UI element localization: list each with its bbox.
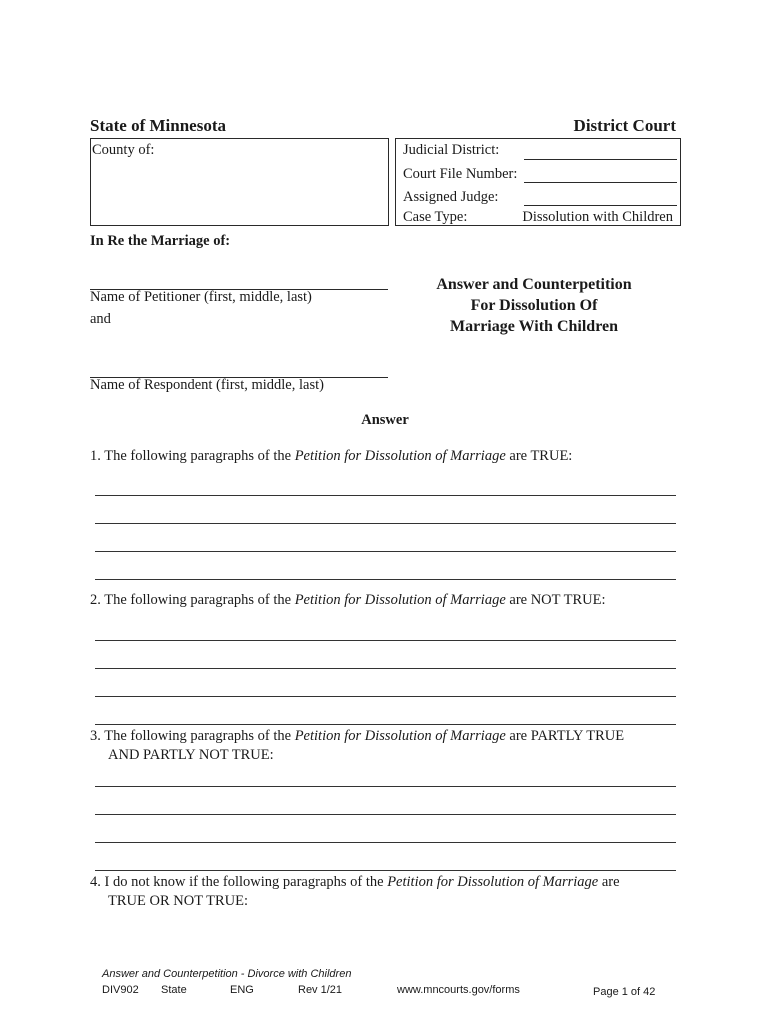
judicial-district-field[interactable] <box>524 159 677 160</box>
para-1-answer-line[interactable] <box>95 495 676 496</box>
court-heading: District Court <box>573 116 676 135</box>
para-4-continuation: TRUE OR NOT TRUE: <box>108 893 249 909</box>
para-3-answer-line[interactable] <box>95 814 676 815</box>
para-3-prefix: 3. The following paragraphs of the <box>90 728 295 744</box>
court-file-number-label: Court File Number: <box>403 166 518 182</box>
footer-website[interactable]: www.mncourts.gov/forms <box>397 984 520 996</box>
para-2-answer-line[interactable] <box>95 668 676 669</box>
para-2-answer-line[interactable] <box>95 724 676 725</box>
petitioner-label: Name of Petitioner (first, middle, last) <box>90 289 312 305</box>
form-title-line-3: Marriage With Children <box>450 318 618 335</box>
judicial-district-label: Judicial District: <box>403 142 500 158</box>
form-title <box>394 274 674 337</box>
footer-form-title: Answer and Counterpetition - Divorce with Children <box>102 968 352 980</box>
para-2-suffix: are NOT TRUE: <box>505 592 606 608</box>
para-1-answer-line[interactable] <box>95 551 676 552</box>
para-4-prefix: 4. I do not know if the following paragraphs of the <box>90 874 388 890</box>
state-heading: State of Minnesota <box>90 116 226 135</box>
para-3-answer-line[interactable] <box>95 786 676 787</box>
para-3-continuation: AND PARTLY NOT TRUE: <box>108 747 274 763</box>
para-1-answer-line[interactable] <box>95 579 676 580</box>
form-title-line-2: For Dissolution Of <box>470 297 598 314</box>
footer-page-number: Page 1 of 42 <box>593 986 656 998</box>
footer-language: ENG <box>230 984 254 996</box>
case-info-box <box>395 138 681 226</box>
assigned-judge-field[interactable] <box>524 205 677 206</box>
para-2-prefix: 2. The following paragraphs of the <box>90 592 295 608</box>
para-1-prefix: 1. The following paragraphs of the <box>90 448 295 464</box>
answer-paragraph-1 <box>90 447 572 466</box>
para-1-suffix: are TRUE: <box>505 448 573 464</box>
case-type-label: Case Type: <box>403 209 468 225</box>
answer-heading: Answer <box>361 412 409 428</box>
respondent-label: Name of Respondent (first, middle, last) <box>90 377 324 393</box>
answer-paragraph-3 <box>90 727 624 765</box>
para-3-answer-line[interactable] <box>95 870 676 871</box>
form-title-line-1: Answer and Counterpetition <box>436 276 632 293</box>
footer-form-code: DIV902 <box>102 984 139 996</box>
answer-paragraph-2 <box>90 591 606 610</box>
para-1-answer-line[interactable] <box>95 523 676 524</box>
court-file-number-field[interactable] <box>524 182 677 183</box>
footer-jurisdiction: State <box>161 984 187 996</box>
footer-revision: Rev 1/21 <box>298 984 343 996</box>
and-text: and <box>90 311 111 327</box>
para-2-italic: Petition for Dissolution of Marriage <box>294 592 506 608</box>
para-3-italic: Petition for Dissolution of Marriage <box>294 728 506 744</box>
para-1-italic: Petition for Dissolution of Marriage <box>294 448 506 464</box>
para-3-suffix: are PARTLY TRUE <box>505 728 625 744</box>
para-2-answer-line[interactable] <box>95 696 676 697</box>
para-4-italic: Petition for Dissolution of Marriage <box>387 874 599 890</box>
para-2-answer-line[interactable] <box>95 640 676 641</box>
assigned-judge-label: Assigned Judge: <box>403 189 499 205</box>
county-box <box>90 138 389 226</box>
in-re-heading: In Re the Marriage of: <box>90 233 231 249</box>
county-label: County of: <box>92 142 155 158</box>
para-3-answer-line[interactable] <box>95 842 676 843</box>
answer-paragraph-4 <box>90 873 620 911</box>
para-4-suffix: are <box>598 874 620 890</box>
case-type-value: Dissolution with Children <box>522 209 673 225</box>
